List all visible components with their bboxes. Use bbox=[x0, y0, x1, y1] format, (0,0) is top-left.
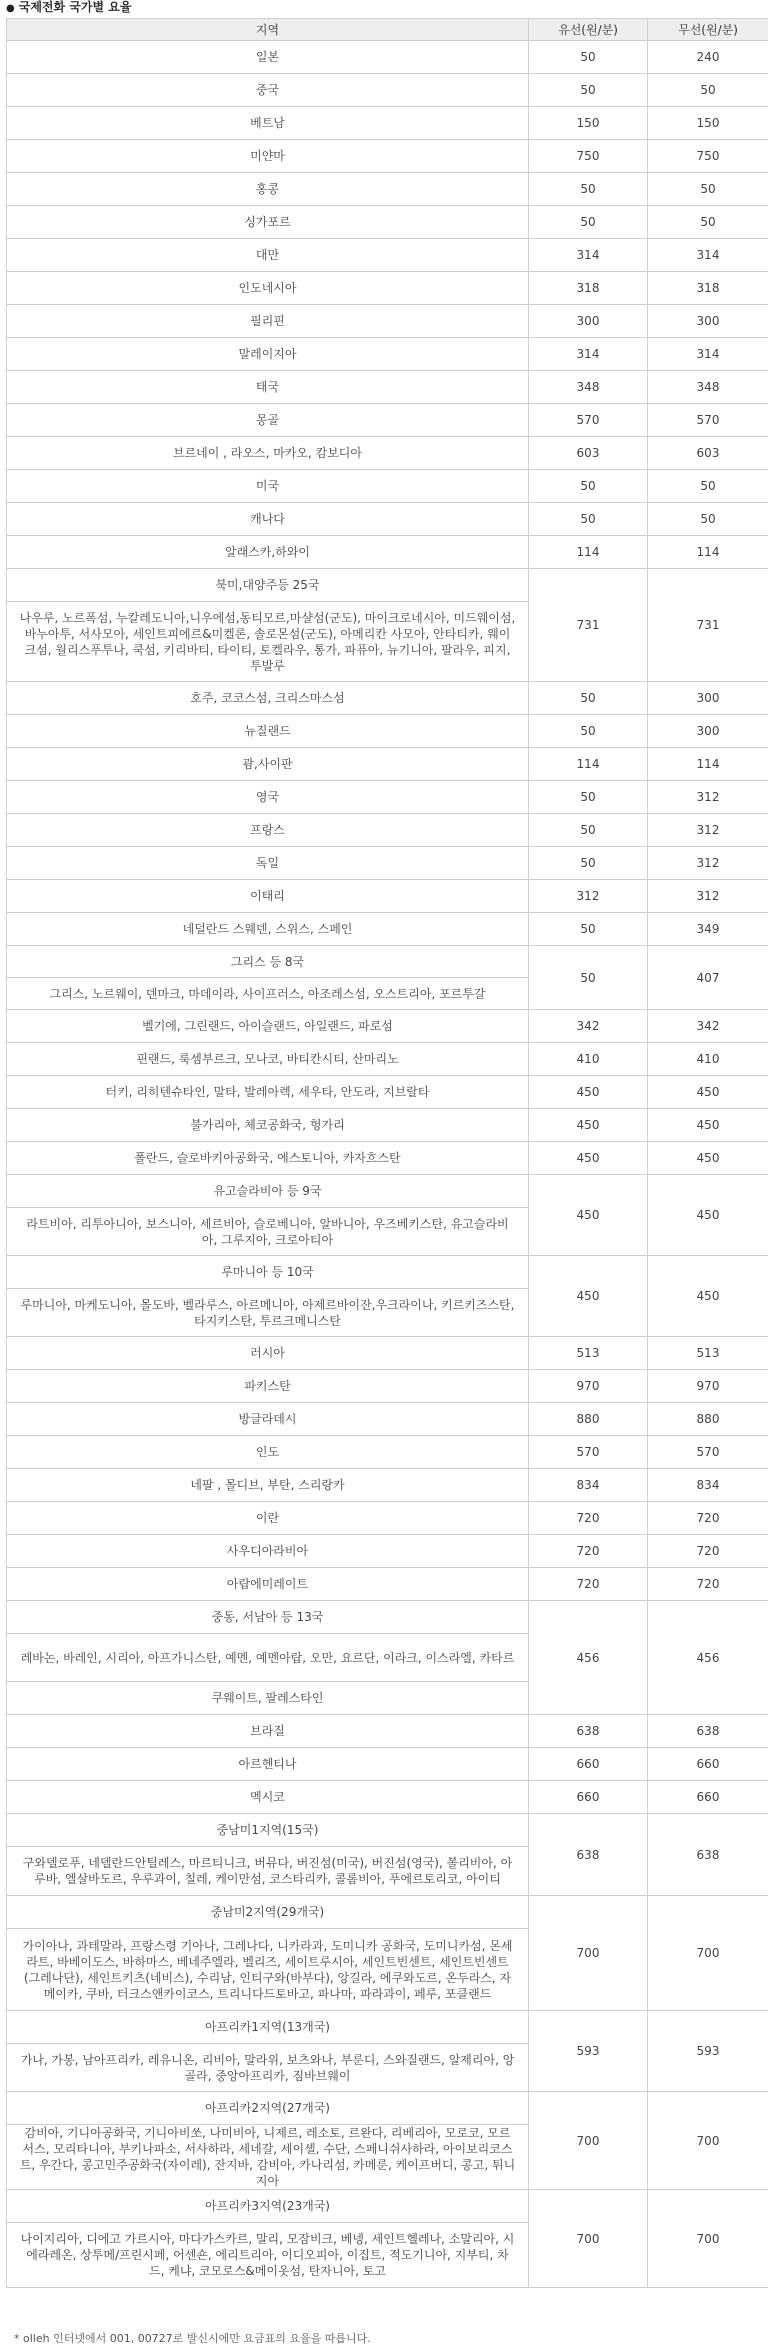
wireless-rate-cell: 750 bbox=[648, 140, 768, 173]
wired-rate-cell: 50 bbox=[529, 814, 648, 847]
table-row bbox=[7, 2190, 768, 2223]
region-group-detail: 가나, 가봉, 남아프리카, 레유니온, 리비아, 말라위, 보츠와나, 부룬디, 스와질랜드, 알제리아, 앙골라, 중앙아프리카, 짐바브웨이 bbox=[7, 2044, 529, 2092]
wireless-rate-cell: 348 bbox=[648, 371, 768, 404]
wireless-rate-cell: 570 bbox=[648, 404, 768, 437]
region-cell: 터키, 리히텐슈타인, 말타, 발레아렉, 세우타, 안도라, 지브랄타 bbox=[7, 1076, 529, 1109]
region-cell: 몽골 bbox=[7, 404, 529, 437]
header-region: 지역 bbox=[7, 19, 529, 41]
table-row bbox=[7, 946, 768, 978]
wireless-rate-cell: 318 bbox=[648, 272, 768, 305]
region-cell: 캐나다 bbox=[7, 503, 529, 536]
region-cell: 이태리 bbox=[7, 880, 529, 913]
wireless-rate-cell: 114 bbox=[648, 536, 768, 569]
region-cell: 아랍에미레이트 bbox=[7, 1568, 529, 1601]
wired-rate-cell: 50 bbox=[529, 913, 648, 946]
region-group-detail: 나우루, 노르폭섬, 누칼레도니아,니우에섬,동티모르,마샬섬(군도), 마이크로네시아, 미드웨이섬, 바누아투, 서사모아, 세인트피에르&미켈론, 솔로몬섬(군도), 아메리칸 사모아, 안타티카, 웨이크섬, 월리스푸투나, 쿡섬, 키리바티, 타이티, 토켈라우, 통가, 파퓨아, 뉴기니아, 팔라우, 피지, 투발루 bbox=[7, 602, 529, 682]
wireless-rate-cell: 638 bbox=[648, 1814, 768, 1896]
region-cell: 네팔 , 몰디브, 부탄, 스리랑카 bbox=[7, 1469, 529, 1502]
table-row bbox=[7, 814, 768, 847]
wireless-rate-cell: 450 bbox=[648, 1256, 768, 1337]
wireless-rate-cell: 513 bbox=[648, 1337, 768, 1370]
region-cell: 알래스카,하와이 bbox=[7, 536, 529, 569]
table-row bbox=[7, 847, 768, 880]
wired-rate-cell: 638 bbox=[529, 1814, 648, 1896]
table-row bbox=[7, 1010, 768, 1043]
region-cell: 중국 bbox=[7, 74, 529, 107]
table-row bbox=[7, 1502, 768, 1535]
wireless-rate-cell: 407 bbox=[648, 946, 768, 1010]
wired-rate-cell: 114 bbox=[529, 748, 648, 781]
header-wireless-rate: 무선(원/분) bbox=[648, 19, 768, 41]
wired-rate-cell: 348 bbox=[529, 371, 648, 404]
section-heading bbox=[0, 0, 768, 14]
table-row bbox=[7, 715, 768, 748]
region-group-title: 아프리카2지역(27개국) bbox=[7, 2092, 529, 2125]
wired-rate-cell: 50 bbox=[529, 682, 648, 715]
table-row bbox=[7, 1256, 768, 1289]
region-group-title: 중동, 서남아 등 13국 bbox=[7, 1601, 529, 1634]
region-group-title: 중남미1지역(15국) bbox=[7, 1814, 529, 1847]
table-row bbox=[7, 1568, 768, 1601]
wireless-rate-cell: 834 bbox=[648, 1469, 768, 1502]
table-row bbox=[7, 1469, 768, 1502]
wired-rate-cell: 593 bbox=[529, 2011, 648, 2092]
region-cell: 폴란드, 슬로바키아공화국, 에스토니아, 카자흐스탄 bbox=[7, 1142, 529, 1175]
table-row bbox=[7, 1436, 768, 1469]
header-wired-rate: 유선(원/분) bbox=[529, 19, 648, 41]
wired-rate-cell: 750 bbox=[529, 140, 648, 173]
region-group-title: 유고슬라비아 등 9국 bbox=[7, 1175, 529, 1208]
table-row bbox=[7, 107, 768, 140]
wireless-rate-cell: 660 bbox=[648, 1781, 768, 1814]
wired-rate-cell: 720 bbox=[529, 1568, 648, 1601]
region-group-detail: 나이지리아, 디에고 가르시아, 마다가스카르, 말리, 모잠비크, 베넹, 세인트헬레나, 소말리아, 시에라레온, 상투메/프린시페, 어센숀, 에리트리아, 이디오피아, 이집트, 적도기니아, 지부티, 차드, 케냐, 코모로스&메이옷섬, 탄자니아, 토고 bbox=[7, 2223, 529, 2288]
region-group-detail: 라트비아, 리투아니아, 보스니아, 세르비아, 슬로베니아, 알바니아, 우즈베키스탄, 유고슬라비아, 그루지아, 크로아티아 bbox=[7, 1208, 529, 1256]
wireless-rate-cell: 603 bbox=[648, 437, 768, 470]
wired-rate-cell: 880 bbox=[529, 1403, 648, 1436]
wired-rate-cell: 50 bbox=[529, 206, 648, 239]
wireless-rate-cell: 700 bbox=[648, 2190, 768, 2288]
region-cell: 미얀마 bbox=[7, 140, 529, 173]
table-row bbox=[7, 470, 768, 503]
wired-rate-cell: 720 bbox=[529, 1502, 648, 1535]
wireless-rate-cell: 342 bbox=[648, 1010, 768, 1043]
wireless-rate-cell: 660 bbox=[648, 1748, 768, 1781]
wireless-rate-cell: 300 bbox=[648, 305, 768, 338]
wireless-rate-cell: 970 bbox=[648, 1370, 768, 1403]
table-row bbox=[7, 880, 768, 913]
wireless-rate-cell: 300 bbox=[648, 682, 768, 715]
table-row bbox=[7, 1370, 768, 1403]
wireless-rate-cell: 312 bbox=[648, 847, 768, 880]
wired-rate-cell: 450 bbox=[529, 1175, 648, 1256]
wireless-rate-cell: 50 bbox=[648, 173, 768, 206]
wireless-rate-cell: 410 bbox=[648, 1043, 768, 1076]
region-cell: 대만 bbox=[7, 239, 529, 272]
table-row bbox=[7, 1109, 768, 1142]
rate-table-body bbox=[7, 41, 768, 2288]
region-cell: 러시아 bbox=[7, 1337, 529, 1370]
table-row bbox=[7, 503, 768, 536]
table-row bbox=[7, 1748, 768, 1781]
region-cell: 방글라데시 bbox=[7, 1403, 529, 1436]
region-cell: 프랑스 bbox=[7, 814, 529, 847]
wireless-rate-cell: 300 bbox=[648, 715, 768, 748]
region-cell: 뉴질랜드 bbox=[7, 715, 529, 748]
wireless-rate-cell: 731 bbox=[648, 569, 768, 682]
region-group-detail: 감비아, 기니아공화국, 기니아비쏘, 나미비아, 니제르, 레소토, 르완다, 리베리아, 모로코, 모르서스, 모리타니아, 부키나파소, 서사하라, 세네갈, 세이셸, 수단, 스페니쉬사하라, 아이보리코스트, 우간다, 콩고민주공화국(자이레), 잔지바, 감비아, 카나리섬, 카메룬, 케이프버디, 콩고, 튀니지아 bbox=[7, 2125, 529, 2190]
table-header-row bbox=[7, 19, 768, 41]
wired-rate-cell: 513 bbox=[529, 1337, 648, 1370]
table-row bbox=[7, 437, 768, 470]
region-cell: 인도 bbox=[7, 1436, 529, 1469]
table-row bbox=[7, 1403, 768, 1436]
wired-rate-cell: 314 bbox=[529, 338, 648, 371]
wired-rate-cell: 700 bbox=[529, 1896, 648, 2011]
wired-rate-cell: 312 bbox=[529, 880, 648, 913]
wired-rate-cell: 450 bbox=[529, 1256, 648, 1337]
table-row bbox=[7, 1601, 768, 1634]
wireless-rate-cell: 50 bbox=[648, 74, 768, 107]
table-row bbox=[7, 913, 768, 946]
wired-rate-cell: 300 bbox=[529, 305, 648, 338]
wired-rate-cell: 834 bbox=[529, 1469, 648, 1502]
wireless-rate-cell: 638 bbox=[648, 1715, 768, 1748]
wired-rate-cell: 50 bbox=[529, 946, 648, 1010]
wired-rate-cell: 50 bbox=[529, 503, 648, 536]
table-row bbox=[7, 338, 768, 371]
wired-rate-cell: 314 bbox=[529, 239, 648, 272]
wireless-rate-cell: 450 bbox=[648, 1142, 768, 1175]
wireless-rate-cell: 700 bbox=[648, 2092, 768, 2190]
region-group-detail: 가이아나, 과테말라, 프랑스령 기아나, 그레나다, 니카라과, 도미니카 공화국, 도미니카섬, 몬세라트, 바베이도스, 바하마스, 베네주엘라, 벨리즈, 세이트루시아, 세인트빈센트, 세인트빈센트(그레나단), 세인트키츠(네비스), 수리남, 인티구와(바부다), 앙길라, 에쿠와도르, 온두라스, 자메이카, 쿠바, 터크스앤카이코스, 트리니다드토바고, 파나마, 파라과이, 페루, 포클랜드 bbox=[7, 1929, 529, 2011]
wireless-rate-cell: 50 bbox=[648, 470, 768, 503]
table-row bbox=[7, 1535, 768, 1568]
table-row bbox=[7, 206, 768, 239]
region-cell: 아르헨티나 bbox=[7, 1748, 529, 1781]
table-row bbox=[7, 41, 768, 74]
wired-rate-cell: 450 bbox=[529, 1142, 648, 1175]
region-cell: 베트남 bbox=[7, 107, 529, 140]
table-row bbox=[7, 305, 768, 338]
table-row bbox=[7, 1175, 768, 1208]
table-row bbox=[7, 1076, 768, 1109]
region-cell: 싱가포르 bbox=[7, 206, 529, 239]
wireless-rate-cell: 349 bbox=[648, 913, 768, 946]
wired-rate-cell: 50 bbox=[529, 847, 648, 880]
wireless-rate-cell: 314 bbox=[648, 239, 768, 272]
table-row bbox=[7, 1043, 768, 1076]
table-row bbox=[7, 74, 768, 107]
table-row bbox=[7, 536, 768, 569]
table-row bbox=[7, 748, 768, 781]
wired-rate-cell: 450 bbox=[529, 1109, 648, 1142]
page-title: 국제전화 국가별 요율 bbox=[18, 0, 132, 14]
region-group-title: 아프리카3지역(23개국) bbox=[7, 2190, 529, 2223]
rate-table bbox=[6, 18, 768, 2288]
wireless-rate-cell: 240 bbox=[648, 41, 768, 74]
wired-rate-cell: 342 bbox=[529, 1010, 648, 1043]
region-cell: 일본 bbox=[7, 41, 529, 74]
region-cell: 영국 bbox=[7, 781, 529, 814]
region-cell: 브라질 bbox=[7, 1715, 529, 1748]
bullet-icon: ● bbox=[6, 3, 15, 14]
wireless-rate-cell: 450 bbox=[648, 1076, 768, 1109]
table-row bbox=[7, 1781, 768, 1814]
wireless-rate-cell: 570 bbox=[648, 1436, 768, 1469]
wired-rate-cell: 570 bbox=[529, 404, 648, 437]
table-row bbox=[7, 781, 768, 814]
region-cell: 사우디아라비아 bbox=[7, 1535, 529, 1568]
region-group-detail: 레바논, 바레인, 시리아, 아프가니스탄, 예멘, 예멘아랍, 오만, 요르단, 이라크, 이스라엘, 카타르 bbox=[7, 1634, 529, 1682]
table-row bbox=[7, 1142, 768, 1175]
region-cell: 태국 bbox=[7, 371, 529, 404]
region-cell: 핀랜드, 룩셈부르크, 모나코, 바티칸시티, 산마리노 bbox=[7, 1043, 529, 1076]
table-row bbox=[7, 371, 768, 404]
region-cell: 이란 bbox=[7, 1502, 529, 1535]
table-row bbox=[7, 272, 768, 305]
region-cell: 브르네이 , 라오스, 마카오, 캄보디아 bbox=[7, 437, 529, 470]
wireless-rate-cell: 312 bbox=[648, 781, 768, 814]
wireless-rate-cell: 450 bbox=[648, 1109, 768, 1142]
wired-rate-cell: 720 bbox=[529, 1535, 648, 1568]
wired-rate-cell: 50 bbox=[529, 781, 648, 814]
wired-rate-cell: 450 bbox=[529, 1076, 648, 1109]
region-group-detail: 루마니아, 마케도니아, 몰도바, 벨라루스, 아르메니아, 아제르바이잔,우크라이나, 키르키즈스탄, 타지키스탄, 투르크메니스탄 bbox=[7, 1289, 529, 1337]
wireless-rate-cell: 312 bbox=[648, 814, 768, 847]
table-row bbox=[7, 239, 768, 272]
region-group-title: 북미,대양주등 25국 bbox=[7, 569, 529, 602]
wireless-rate-cell: 150 bbox=[648, 107, 768, 140]
region-group-title: 루마니아 등 10국 bbox=[7, 1256, 529, 1289]
wired-rate-cell: 50 bbox=[529, 715, 648, 748]
wireless-rate-cell: 593 bbox=[648, 2011, 768, 2092]
wired-rate-cell: 50 bbox=[529, 41, 648, 74]
region-cell: 미국 bbox=[7, 470, 529, 503]
region-cell: 벨기에, 그린랜드, 아이슬랜드, 아일랜드, 파로섬 bbox=[7, 1010, 529, 1043]
wireless-rate-cell: 312 bbox=[648, 880, 768, 913]
region-cell: 인도네시아 bbox=[7, 272, 529, 305]
wired-rate-cell: 570 bbox=[529, 1436, 648, 1469]
wired-rate-cell: 700 bbox=[529, 2190, 648, 2288]
region-group-title: 그리스 등 8국 bbox=[7, 946, 529, 978]
wired-rate-cell: 456 bbox=[529, 1601, 648, 1715]
region-cell: 괌,사이판 bbox=[7, 748, 529, 781]
table-row bbox=[7, 569, 768, 602]
table-row bbox=[7, 1337, 768, 1370]
region-group-detail: 그리스, 노르웨이, 덴마크, 마데이라, 사이프러스, 아조레스섬, 오스트리아, 포르투갈 bbox=[7, 978, 529, 1010]
wired-rate-cell: 318 bbox=[529, 272, 648, 305]
region-cell: 독일 bbox=[7, 847, 529, 880]
wireless-rate-cell: 720 bbox=[648, 1535, 768, 1568]
wireless-rate-cell: 314 bbox=[648, 338, 768, 371]
region-cell: 호주, 코코스섬, 크리스마스섬 bbox=[7, 682, 529, 715]
wired-rate-cell: 660 bbox=[529, 1781, 648, 1814]
table-row bbox=[7, 140, 768, 173]
wireless-rate-cell: 700 bbox=[648, 1896, 768, 2011]
wireless-rate-cell: 720 bbox=[648, 1568, 768, 1601]
wireless-rate-cell: 720 bbox=[648, 1502, 768, 1535]
table-row bbox=[7, 1896, 768, 1929]
table-row bbox=[7, 682, 768, 715]
region-cell: 파키스탄 bbox=[7, 1370, 529, 1403]
wired-rate-cell: 638 bbox=[529, 1715, 648, 1748]
wired-rate-cell: 50 bbox=[529, 470, 648, 503]
wired-rate-cell: 660 bbox=[529, 1748, 648, 1781]
table-row bbox=[7, 2092, 768, 2125]
region-cell: 멕시코 bbox=[7, 1781, 529, 1814]
wired-rate-cell: 970 bbox=[529, 1370, 648, 1403]
wired-rate-cell: 114 bbox=[529, 536, 648, 569]
wired-rate-cell: 731 bbox=[529, 569, 648, 682]
region-cell: 말레이지아 bbox=[7, 338, 529, 371]
wired-rate-cell: 50 bbox=[529, 173, 648, 206]
wired-rate-cell: 410 bbox=[529, 1043, 648, 1076]
footnote: * olleh 인터넷에서 001, 00727로 발신시에만 요금표의 요율을 따릅니다. bbox=[14, 2332, 371, 2345]
wireless-rate-cell: 114 bbox=[648, 748, 768, 781]
wireless-rate-cell: 450 bbox=[648, 1175, 768, 1256]
region-cell: 네덜란드 스웨덴, 스위스, 스페인 bbox=[7, 913, 529, 946]
region-group-title: 아프리카1지역(13개국) bbox=[7, 2011, 529, 2044]
region-group-title: 중남미2지역(29개국) bbox=[7, 1896, 529, 1929]
region-group-detail: 구와델로푸, 네델란드안틸레스, 마르티니크, 버뮤다, 버진섬(미국), 버진섬(영국), 볼리비아, 아루바, 엘살바도르, 우루과이, 칠레, 케이만섬, 코스타리카, 콜롬비아, 푸에르토리코, 아이티 bbox=[7, 1847, 529, 1896]
wireless-rate-cell: 880 bbox=[648, 1403, 768, 1436]
wireless-rate-cell: 50 bbox=[648, 503, 768, 536]
region-group-detail: 쿠웨이트, 팔레스타인 bbox=[7, 1682, 529, 1715]
wireless-rate-cell: 50 bbox=[648, 206, 768, 239]
region-cell: 홍콩 bbox=[7, 173, 529, 206]
region-cell: 필리핀 bbox=[7, 305, 529, 338]
table-row bbox=[7, 173, 768, 206]
table-row bbox=[7, 1814, 768, 1847]
wired-rate-cell: 700 bbox=[529, 2092, 648, 2190]
table-row bbox=[7, 1715, 768, 1748]
wired-rate-cell: 50 bbox=[529, 74, 648, 107]
wired-rate-cell: 603 bbox=[529, 437, 648, 470]
wired-rate-cell: 150 bbox=[529, 107, 648, 140]
table-row bbox=[7, 2011, 768, 2044]
wireless-rate-cell: 456 bbox=[648, 1601, 768, 1715]
region-cell: 불가리아, 체코공화국, 헝가리 bbox=[7, 1109, 529, 1142]
table-row bbox=[7, 404, 768, 437]
